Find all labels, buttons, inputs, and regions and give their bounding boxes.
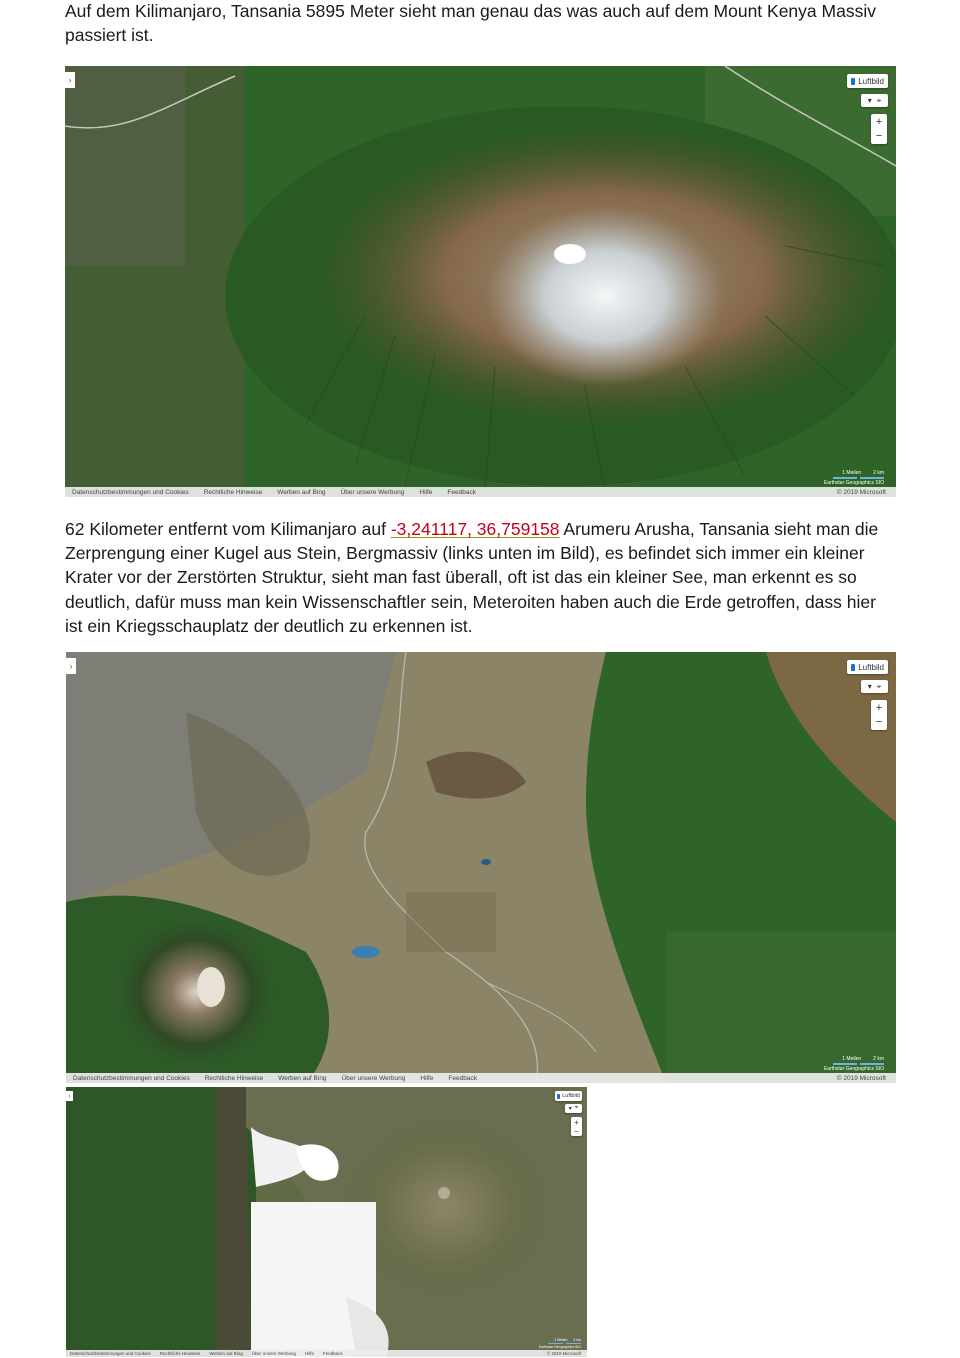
locate-control[interactable] [565, 1104, 582, 1113]
imagery-credit: Earthstar Geographics SIO [823, 480, 884, 486]
about-ads-link[interactable]: Über unsere Werbung [341, 1074, 406, 1082]
locate-icon[interactable]: ⌖ [876, 95, 882, 105]
cloud-crater-map[interactable] [66, 1087, 587, 1357]
locate-icon[interactable]: ⌖ [574, 1105, 579, 1111]
locate-control[interactable] [861, 94, 888, 107]
scale-label-miles: 1 Meilen [842, 470, 862, 476]
copyright: © 2019 Microsoft [836, 488, 886, 496]
kilimanjaro-map[interactable] [65, 66, 896, 497]
layer-toggle-button[interactable] [847, 74, 888, 88]
copyright: © 2019 Microsoft [546, 1351, 581, 1356]
layer-label: Luftbild [562, 1093, 580, 1099]
intro-paragraph: Auf dem Kilimanjaro, Tansania 5895 Meter sieht man genau das was auch auf dem Mount Kenya Massiv passiert ist. [65, 1, 876, 46]
zoom-in-button[interactable]: + [574, 1117, 579, 1127]
dropdown-icon: ▾ [568, 1106, 572, 1112]
scale-label-km: 2 km [873, 470, 884, 476]
privacy-link[interactable]: Datenschutzbestimmungen und Cookies [72, 488, 189, 496]
zoom-control[interactable] [871, 114, 887, 144]
aerial-layer-icon [851, 664, 855, 671]
coordinate-link[interactable]: -3,241117, 36,759158 [390, 519, 560, 539]
scale-label-km: 2 km [573, 1337, 581, 1342]
snow-capped-summit [485, 206, 725, 386]
scale-label-km: 2 km [873, 1056, 884, 1062]
zoom-out-button[interactable]: − [875, 130, 883, 142]
legal-link[interactable]: Rechtliche Hinweise [203, 488, 263, 496]
privacy-link[interactable]: Datenschutzbestimmungen und Cookies [70, 1351, 151, 1356]
zoom-in-button[interactable]: + [875, 116, 883, 128]
imagery-credit: Earthstar Geographics SIO [538, 1345, 581, 1349]
aerial-layer-icon [557, 1094, 560, 1099]
satellite-imagery [66, 652, 896, 1083]
legal-link[interactable]: Rechtliche Hinweise [159, 1351, 201, 1356]
copyright: © 2019 Microsoft [836, 1074, 886, 1082]
expand-panel-button[interactable]: › [66, 1091, 73, 1101]
layer-toggle-button[interactable] [847, 660, 888, 674]
help-link[interactable]: Hilfe [304, 1351, 314, 1356]
satellite-imagery [66, 1087, 587, 1357]
advertise-link[interactable]: Werben auf Bing [278, 1074, 327, 1082]
locate-control[interactable] [861, 680, 888, 693]
zoom-in-button[interactable]: + [875, 702, 883, 714]
zoom-control[interactable] [871, 700, 887, 730]
layer-label: Luftbild [858, 662, 884, 672]
about-ads-link[interactable]: Über unsere Werbung [340, 488, 405, 496]
paragraph-text: Arumeru Arusha, Tansania sieht man die Zerprengung einer Kugel aus Stein, Bergmassiv (links unten im Bild), es befindet sich immer ein kleiner Krater vor der Zerstörten Struktur, sieht man fast überall, oft ist das ein kleiner See, man erkennt es so deutlich, dafür muss man kein Wissenschaftler sein, Meteroiten haben auch die Erde getroffen, dass hier ist ein Kriegsschauplatz der deutlich zu erkennen ist. [65, 519, 879, 636]
zoom-out-button[interactable]: − [574, 1126, 579, 1136]
scale-label-miles: 1 Meilen [554, 1337, 568, 1342]
feedback-link[interactable]: Feedback [448, 1074, 477, 1082]
help-link[interactable]: Hilfe [419, 488, 433, 496]
zoom-out-button[interactable]: − [875, 716, 883, 728]
expand-panel-button[interactable]: › [66, 658, 76, 674]
aerial-layer-icon [851, 78, 855, 85]
scale-bar [824, 470, 884, 486]
zoom-control[interactable] [571, 1117, 582, 1136]
dropdown-icon: ▾ [867, 96, 872, 105]
legal-link[interactable]: Rechtliche Hinweise [204, 1074, 264, 1082]
lake-icon [352, 946, 380, 958]
arumeru-paragraph [65, 517, 897, 638]
arumeru-map[interactable] [66, 652, 896, 1083]
expand-panel-button[interactable]: › [65, 72, 75, 88]
imagery-credit: Earthstar Geographics SIO [823, 1066, 884, 1072]
layer-label: Luftbild [858, 76, 884, 86]
paragraph-text: 62 Kilometer entfernt vom Kilimanjaro auf [65, 519, 391, 539]
feedback-link[interactable]: Feedback [323, 1351, 343, 1356]
about-ads-link[interactable]: Über unsere Werbung [251, 1351, 296, 1356]
help-link[interactable]: Hilfe [420, 1074, 434, 1082]
plains [406, 892, 496, 952]
scale-bar [824, 1056, 884, 1072]
advertise-link[interactable]: Werben auf Bing [277, 488, 326, 496]
layer-toggle-button[interactable] [555, 1091, 582, 1101]
attribution-bar [66, 1073, 896, 1083]
locate-icon[interactable]: ⌖ [876, 681, 882, 691]
attribution-bar [65, 487, 896, 497]
advertise-link[interactable]: Werben auf Bing [209, 1351, 243, 1356]
attribution-bar [66, 1350, 587, 1357]
satellite-imagery [65, 66, 896, 497]
dropdown-icon: ▾ [867, 682, 872, 691]
scale-label-miles: 1 Meilen [842, 1056, 862, 1062]
scale-bar [539, 1338, 581, 1350]
privacy-link[interactable]: Datenschutzbestimmungen und Cookies [73, 1074, 190, 1082]
volcano-crater [116, 917, 276, 1067]
feedback-link[interactable]: Feedback [447, 488, 476, 496]
